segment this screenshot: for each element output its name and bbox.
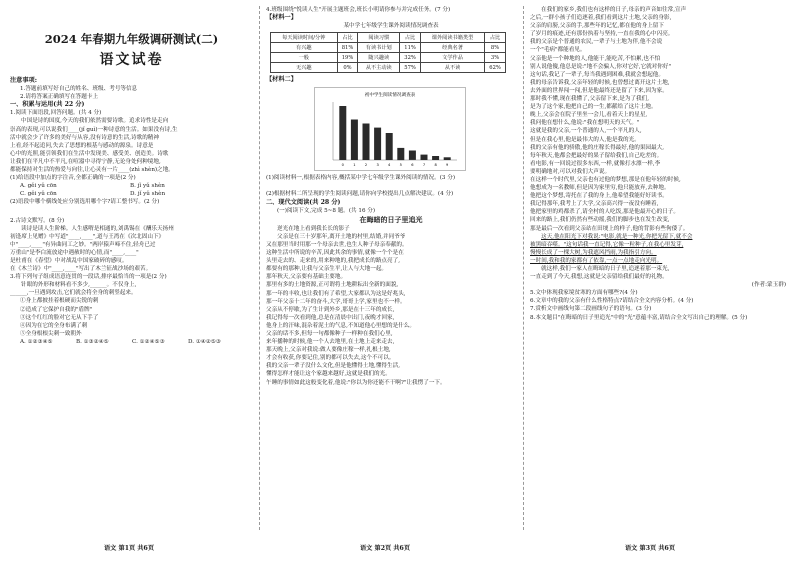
- article-line: 这就是我的父亲,一个普通的人,一个平凡的人,: [530, 128, 642, 135]
- table-row: [271, 43, 506, 53]
- underlined-passage: [530, 233, 786, 265]
- paragraph-line: 上看,经不起追问,失去了思想的根基与感动的源泉。诗意是: [10, 142, 154, 149]
- exam-title: 2024 年春期九年级调研测试(二): [44, 32, 219, 46]
- chart-category-label: 4: [388, 163, 391, 168]
- column-divider: [523, 6, 524, 530]
- chart-bar: [444, 158, 451, 161]
- q2-line: 在《木兰诗》中"____,____"写出了木兰征战沙场的艰苦。: [10, 266, 152, 273]
- q2-line: 读诗是读人生阶梯。人生感喟是相通的,刘禹锡在《酬乐天扬州: [21, 225, 174, 232]
- answer-space: [10, 207, 253, 217]
- question-1: 1.阅读下面语段,回答问题。(共 4 分): [10, 110, 102, 117]
- table-cell: 11%: [400, 43, 421, 53]
- chart-bar: [363, 124, 370, 161]
- article-line: 在我们的家乡,我们也有这样的日子,母亲的声音如往常,宣声: [541, 7, 687, 13]
- article-line: 那天晚上,父亲对我说:做人要像庄稼一样,扎根土地,: [266, 347, 391, 354]
- article-line: 又在那里当时用那一个母亲去世,也生人种子母亲奉献的。: [266, 241, 408, 248]
- table-header-cell: 课外阅读书籍类型: [421, 33, 485, 43]
- option-a: A. ①②③④⑤: [20, 338, 53, 345]
- table-header-cell: 每天阅读时间/分钟: [271, 33, 338, 43]
- article-continuation: [530, 6, 786, 233]
- table-header-cell: 占比: [400, 33, 421, 43]
- notes-heading: 注意事项:: [10, 77, 38, 84]
- paragraph-line: 活中就会少了许多的美好与从容,没有诗意的生活,诗歌的精神: [10, 134, 159, 141]
- table-cell: 有读书计划: [358, 43, 400, 53]
- section-subheading: (一)阅读下文,完成 5~8 题。(共 16 分): [277, 207, 376, 214]
- chart-bar: [386, 133, 393, 160]
- table-cell: 从不主动读: [358, 63, 400, 73]
- table-cell: 19%: [337, 53, 358, 63]
- article-line: 才会有收获,你要记住,别的都可以失去,这个不可以。: [266, 355, 395, 362]
- article-line: 父亲他是一个种地的人,他能干,能吃苦,不怕累,也不怕: [530, 55, 661, 62]
- table-cell: 经典名著: [421, 43, 485, 53]
- table-cell: 一般: [271, 53, 338, 63]
- chart-category-label: 7: [422, 163, 426, 168]
- chart-category-label: 8: [434, 163, 437, 168]
- article-line: 一时间,我和我的家都有了依靠,一点一点地走向光明。: [530, 257, 663, 264]
- article-line: 我的父亲有他的骄傲,他的庄稼长得最好,他的果园最大,: [530, 144, 664, 151]
- chart-category-label: 3: [376, 163, 379, 168]
- article-line: 那时我不懂,现在我懂了,父亲留下来,是为了我们,: [530, 96, 649, 103]
- article-line: 被黑暗吞噬。"这句话我一直记得,它像一粒种子,在我心里发芽,: [530, 241, 684, 248]
- q3-item: ②造成了它保护自我的"盾牌": [20, 306, 93, 313]
- note-item: 2.请将答案正确填写在答题卡上: [20, 94, 99, 101]
- chart-bar: [421, 155, 428, 160]
- chart-category-label: 9: [446, 163, 449, 168]
- article-line: 他把这个梦想,寄托在了我的身上,他希望我能好好读书。: [530, 193, 668, 200]
- article-line: 那一年父亲十二年的奋斗,大学,哥哥上学,家里也不一样。: [266, 298, 406, 305]
- q3-line: 针眼的外形和材料看不多少,______。不仅身上,: [21, 282, 137, 289]
- table-cell: 8%: [485, 43, 506, 53]
- reading-bar-chart: [314, 87, 466, 171]
- article-line: 一直走到了今天,我想,这就是父亲留给我们最好的礼物。: [530, 274, 668, 281]
- table-cell: 随兴趣读: [358, 53, 400, 63]
- article-line: 父亲的肩膀,父亲的手,那些年的记忆,都在他的身上留下: [530, 23, 664, 30]
- q3-item: ①身上都披挂着根硬而尖锐的刺: [20, 298, 99, 305]
- section-heading: 一、积累与运用(共 22 分): [10, 101, 85, 109]
- table-row: [271, 53, 506, 63]
- article-line: 这句话,我记了一辈子,每当我遇到困难,我就会想起他。: [530, 71, 664, 78]
- question-1-2: (2)语段中哪个横线处应分别选用哪个字?请工整书写。(2 分): [10, 199, 160, 206]
- article-body: [266, 233, 516, 387]
- table-cell: 从不读: [421, 63, 485, 73]
- paragraph-line: 让我们在平凡中不平凡,在喧嚣中寻得宁静,无论身处何种境地,: [10, 158, 161, 165]
- question-5: 5.文中体现我家境贫寒的方面有哪些?(4 分): [530, 290, 638, 297]
- article-line: 我的父亲是个普通的农民,一辈子与土地为伴,他不会说: [530, 39, 663, 46]
- page-footer-2: 语文 第2页 共6页: [360, 545, 411, 552]
- paragraph-line: 都能保持对生活的热爱与向往,让心灵有一片____(zhì shèn)之地。: [10, 167, 174, 174]
- article-line: 懂得怎样才能让这个家越来越好,这就是我们的光。: [266, 371, 391, 378]
- article-line: 是为了这个家,他把自己的一生,都献给了这片土地。: [530, 104, 657, 111]
- note-item: 1.答题前填写好自己的姓名、班级、考号等信息: [20, 86, 138, 93]
- article-author: (作者:蒙玉群): [751, 282, 786, 289]
- table-row: [271, 63, 506, 73]
- article-line: 但是在我心里,他是最伟大的人,他是我的光。: [530, 136, 640, 143]
- q2-line: 初逢席上见赠》中写道"____,____",道与王湾在《次北固山下》: [10, 233, 165, 240]
- option-d: D. jǐ yǔ shèn: [130, 191, 166, 198]
- exam-subtitle: 语文试卷: [99, 52, 164, 68]
- chart-category-label: 0: [341, 163, 344, 168]
- column-divider: [259, 6, 260, 530]
- paragraph-line: 心中的光照,能引领我们在生活中发现美、感受美、创造美。诗歌: [10, 150, 169, 157]
- chart-title: 初中学生阅读情况调查表: [364, 93, 416, 99]
- article-line: 我记得每一次看到他,总是在清晨中出门,夜晚才回家,: [266, 314, 395, 321]
- page-footer-1: 语文 第1页 共6页: [104, 545, 155, 552]
- table-cell: 无兴趣: [271, 63, 338, 73]
- chart-bar: [409, 151, 416, 160]
- page-column-1: [10, 6, 253, 536]
- article-line: 要明确地对,可以对我们大声说。: [530, 168, 611, 175]
- article-line: 父亲的话不多,但每一句都像种子一样种在我们心里,: [266, 330, 393, 337]
- article-line: 我的母亲告诉我,父亲年轻的时候,也曾想过离开这片土地,: [530, 79, 670, 86]
- table-cell: 57%: [400, 63, 421, 73]
- article-line: 那年秋天,父亲要有基础主要地。: [266, 274, 347, 281]
- article-line: 在这样一个时代里,父亲也有过他的梦想,那是在他年轻的时候,: [530, 176, 681, 183]
- option-d: D. ①④②⑤③: [188, 338, 221, 345]
- article-line: 回来的路上,我们仍然有些动摇,我们的脚步也在发生改变,: [530, 217, 670, 224]
- article-line: 父亲从不停歇,为了生计到外乡,那是在十三年的成长,: [266, 306, 395, 313]
- option-a: A. gěi yǔ cōn: [20, 183, 57, 190]
- article-line: 那里有多的土地资源,正可谓将土地耕耘出全新的面貌,: [266, 282, 399, 289]
- article-line: 午睡的事情如此这般变化着,他说:"你以为你还能不干啊?"让我愣了一下。: [266, 379, 446, 386]
- article-line: 了岁月的痕迹,还有那份执着与坚持,一直在我的心中闪亮。: [530, 31, 674, 38]
- table-header-cell: 占比: [485, 33, 506, 43]
- article-line: 头里走去的、走来的,用来种地的,我把成长的路点亮了,: [266, 258, 400, 265]
- table-cell: 62%: [485, 63, 506, 73]
- table-header-row: [271, 33, 506, 43]
- paragraph-line: 崇高的表现,可以说我们____(jǐ guì)一种诗意的生活。如果没有诗,生: [10, 126, 178, 133]
- article-line: 他把家里的鸡都杀了,请全村的人吃饭,那是他最开心的日子。: [530, 209, 679, 216]
- question-6: 6.文章中的我的父亲有什么性格特点?请结合全文内容分析。(4 分): [530, 298, 694, 305]
- chart-bar: [351, 120, 358, 161]
- question-3: 3.将下列句子组成语意连贯的一段话,排序最恰当的一项是(2 分): [10, 274, 167, 281]
- chart-bar: [432, 156, 439, 160]
- q2-line: 是杜甫在《春望》中对战乱中国家破碎的感叹。: [10, 257, 128, 264]
- q3-item: ⑤全身根根尖刺一致朝外: [20, 330, 82, 337]
- option-c: C. ①②④⑤③: [132, 338, 165, 345]
- article-line: 来年播种的时候,他一个人去地里,在土地上走来走去,: [266, 339, 395, 346]
- chart-category-label: 5: [399, 163, 402, 168]
- article-line: 我记得那年,我考上了大学,父亲高兴得一夜没有睡着,: [530, 201, 659, 208]
- chart-bar: [374, 128, 381, 160]
- table-header-cell: 阅读习惯: [358, 33, 400, 43]
- table-cell: 0%: [337, 63, 358, 73]
- article-line: 每年秋天,他都会把最好的果子留给我们,自己吃差的。: [530, 152, 663, 159]
- chart-category-label: 2: [364, 163, 368, 168]
- option-b: B. jǐ yǔ shèn: [130, 183, 165, 190]
- survey-table: [270, 32, 506, 73]
- question-4-2: (2)根据材料二所呈现的学生阅读问题,请你向学校提出几点解决建议。(4 分): [266, 191, 454, 198]
- article-line: 别人说他傻,他总是说:"地不会骗人,你对它好,它就对你好": [530, 63, 672, 70]
- article-line: 就这样,我们一家人在晦暗的日子里,追逐着那一束光,: [541, 266, 670, 272]
- article-line: 一个"毛病"都能看见。: [530, 47, 586, 54]
- table-cell: 文学作品: [421, 53, 485, 63]
- answer-space: [266, 182, 516, 190]
- article-line: 那一年的丰收,也让我们有了希望,大家都认为这是好兆头,: [266, 290, 406, 297]
- material-2-label: 【材料二】: [266, 76, 297, 84]
- table-caption: 某中学七年级学生课外阅读情况调查表: [343, 23, 439, 30]
- article-closing: [530, 265, 786, 281]
- article-line: 这天,他在阳光下对我说:"电影,就是一种光,你把光留下,就不会: [541, 233, 693, 240]
- q3-item: ④因为在它的全身布满了刺: [20, 322, 88, 329]
- question-1-1: (1)给语段中加点的字注音,全都正确的一项是(2 分): [10, 175, 136, 182]
- material-1-label: 【材料一】: [266, 14, 297, 22]
- article-line: 那是最后一次看到父亲站在田埂上的样子,他的背影有些佝偻了。: [530, 225, 689, 232]
- question-7: 7.赏析文中画线句第二段画线句子的语句。(3 分): [530, 306, 652, 313]
- article-line: 逆光在地上看到我长长的影子: [277, 225, 350, 232]
- article-line: 他身上的汗味,混杂着泥土的气息,不知道他心里想的是什么。: [266, 322, 415, 329]
- table-cell: 81%: [337, 43, 358, 53]
- table-header-cell: 占比: [337, 33, 358, 43]
- bar-chart-svg: [315, 88, 465, 170]
- question-2: 2.古诗文默写。(8 分): [10, 217, 65, 224]
- article-line: 他想成为一名教师,但是因为家里穷,他只能放弃,去种地。: [530, 185, 670, 192]
- table-cell: 有兴趣: [271, 43, 338, 53]
- q3-item: ③这个红红的脸对它无从下手了: [20, 314, 99, 321]
- page-column-2: [266, 6, 516, 536]
- article-line: 之后,一群小孩子们追逐着,我们看到这片土地,父亲的身影,: [530, 15, 672, 22]
- article-line: 父亲是在三十岁那年,离开土地的村里,结婚,并同爷爷: [277, 233, 406, 240]
- table-cell: 3%: [485, 53, 506, 63]
- option-c: C. gěi yǔ cōn: [20, 191, 57, 198]
- paragraph-line: 中国是诗的国度,今天的我们依然需要诗歌。追求诗性是走向: [21, 118, 169, 125]
- page-column-3: [530, 6, 786, 536]
- article-line: 这种生活中所说的辛苦,因此其余的事情,就像一个个是在: [266, 250, 404, 257]
- chart-category-label: 6: [411, 163, 414, 168]
- article-title: 在晦暗的日子里追光: [359, 214, 423, 224]
- page-footer-3: 语文 第3页 共6页: [625, 545, 676, 552]
- article-line: 去外面的世界闯一闯,但是他最终还是留了下来,因为家。: [530, 87, 668, 94]
- question-4: 4.班级围绕"悦读人生"开展主题班会,班长小明请你参与并完成任务。(7 分): [266, 7, 451, 13]
- article-line: 看电影,有一回说过很多东西,一样,就像打水漂一样,李: [530, 160, 661, 167]
- question-8: 8.本文题目"在晦暗的日子里追光"中的"光"意蕴丰富,请结合全文写出自己的理解。(5 分): [530, 314, 748, 321]
- article-line: 都要有的那种,让我与父亲生平,让人与大地一起。: [266, 266, 388, 273]
- chart-bar: [339, 106, 346, 160]
- q2-line: 中"____,____"有异曲同工之妙。"两岸猿声啼不住,轻舟已过: [10, 241, 156, 248]
- article-line: 我问他在想什么,他说:"我在想明天的天气。": [530, 120, 640, 127]
- chart-bar: [397, 148, 404, 160]
- section-heading: 二、现代文阅读(共 28 分): [266, 198, 341, 206]
- chart-category-label: 1: [353, 163, 356, 168]
- question-4-1: (1)阅读材料一,根据表格内容,概括某中学七年级学生课外阅读的情况。(3 分): [266, 175, 455, 182]
- article-line: 慢慢长成了一棵大树,为我遮风挡雨,为我指引方向。: [530, 249, 657, 256]
- table-cell: 32%: [400, 53, 421, 63]
- q3-line: ______,一旦遇到攻击,它们就会将全身的刺竖起来。: [10, 290, 137, 297]
- option-b: B. ①③②④⑤: [76, 338, 109, 345]
- q2-line: 万重山"是李白流放途中遇赦时的心情,而"____,____": [10, 249, 139, 256]
- article-line: 我的父亲一辈子没什么文化,但是他懂得土地,懂得生活,: [266, 363, 400, 370]
- article-line: 晚上,父亲会在院子里坐一会儿,看着天上的星星,: [530, 112, 648, 119]
